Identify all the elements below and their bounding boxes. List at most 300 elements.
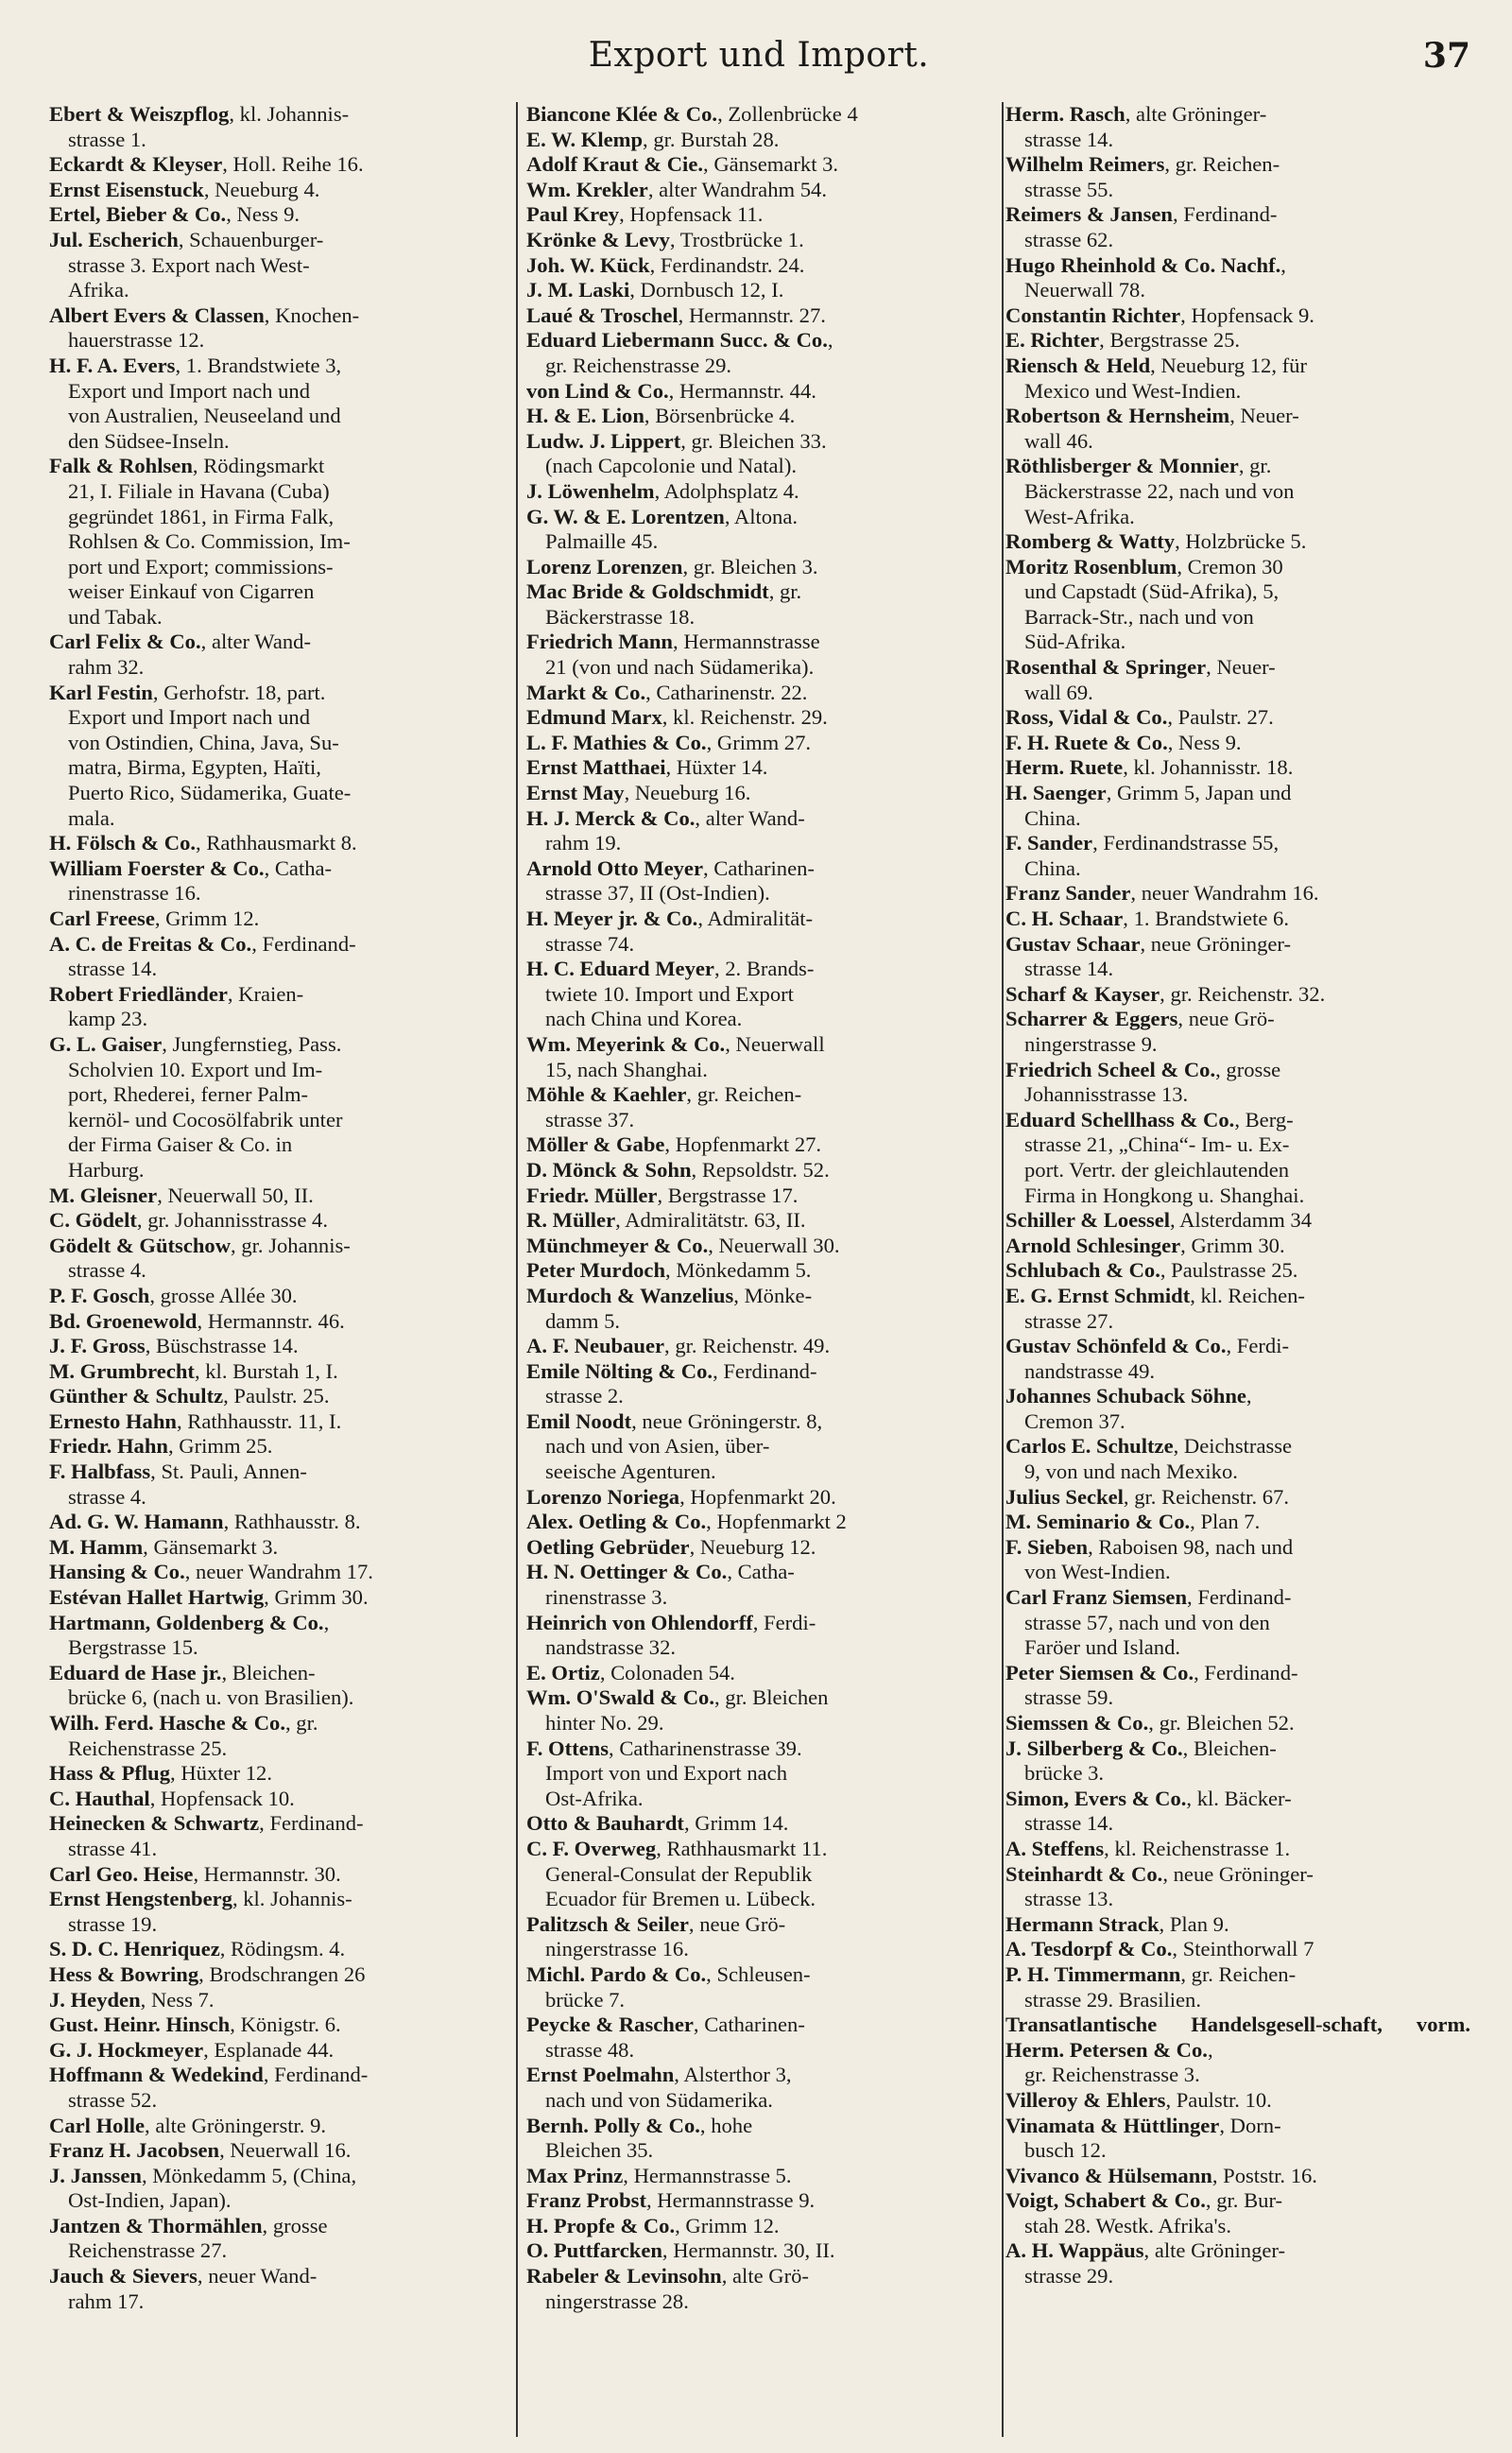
firm-name: E. Richter: [1005, 328, 1100, 353]
directory-entry: [49, 1434, 514, 1460]
firm-address: , Neuerwall 16.: [219, 2138, 352, 2163]
firm-address-continued: strasse 52.: [68, 2087, 158, 2112]
firm-address-continued: Süd-Afrika.: [1024, 630, 1126, 654]
directory-entry: [1005, 1234, 1470, 1259]
directory-entry: [1005, 655, 1470, 705]
firm-address: , Admiralitätstr. 63, II.: [615, 1208, 806, 1233]
firm-address-continued: port. Vertr. der gleichlautenden: [1024, 1157, 1290, 1182]
directory-entry: [49, 1510, 514, 1535]
firm-address: , Knochen-: [264, 302, 360, 327]
firm-name: Ad. G. W. Hamann: [49, 1510, 224, 1534]
firm-address-continued: nach und von Asien, über-: [545, 1434, 770, 1459]
firm-address: ,: [827, 328, 833, 353]
directory-entry: [49, 1208, 514, 1234]
directory-entry: [526, 1158, 993, 1183]
firm-address: , Hopfenmarkt 27.: [664, 1132, 822, 1157]
directory-entry: [526, 555, 993, 580]
column-right: [1005, 102, 1470, 2437]
firm-address-continued: ningerstrasse 16.: [545, 1937, 689, 1961]
firm-address-continued: twiete 10. Import und Export: [545, 981, 794, 1006]
firm-name: Ludw. J. Lippert: [526, 428, 681, 453]
directory-entry: [1005, 1058, 1470, 1108]
firm-address: , alte Gröninger-: [1125, 102, 1267, 126]
firm-address-continued: China.: [1024, 855, 1081, 880]
firm-address: , Colonaden 54.: [599, 1660, 735, 1684]
directory-entry: [49, 178, 514, 203]
firm-name: Transatlantische Handelsgesell-schaft, vorm. Herm. Petersen & Co.: [1005, 2012, 1470, 2062]
firm-name: Moritz Rosenblum: [1005, 554, 1177, 579]
firm-name: Hartmann, Goldenberg & Co.: [49, 1610, 324, 1634]
firm-address-continued: Bleichen 35.: [545, 2138, 654, 2163]
firm-name: von Lind & Co.: [526, 378, 669, 403]
directory-entry: [526, 681, 993, 706]
firm-address: , Ferdinand-: [713, 1358, 817, 1383]
firm-address: , Rödingsm. 4.: [219, 1937, 346, 1961]
firm-address: , gr.: [285, 1711, 318, 1735]
firm-address: , Catha-: [264, 855, 333, 880]
firm-address-continued: Bergstrasse 15.: [68, 1635, 198, 1660]
firm-address: , Esplanade 44.: [203, 2037, 335, 2062]
firm-address: , Grimm 5, Japan und: [1106, 781, 1292, 805]
firm-name: Albert Evers & Classen: [49, 302, 265, 327]
firm-address: , Ness 7.: [140, 1987, 215, 2012]
firm-address: , gr. Johannisstrasse 4.: [136, 1208, 328, 1233]
firm-address: , Schauenburger-: [178, 227, 324, 251]
directory-entry: [1005, 152, 1470, 202]
firm-address: , Bergstrasse 25.: [1099, 328, 1241, 353]
firm-address-continued: ningerstrasse 9.: [1024, 1031, 1158, 1056]
firm-name: Gust. Heinr. Hinsch: [49, 2012, 231, 2037]
firm-name: Franz Probst: [526, 2188, 646, 2213]
firm-name: Palitzsch & Seiler: [526, 1911, 689, 1936]
directory-entry: [49, 1887, 514, 1937]
firm-address-continued: Johannisstrasse 13.: [1024, 1082, 1189, 1107]
firm-address: , Dorn-: [1219, 2113, 1281, 2137]
directory-entry: [49, 982, 514, 1032]
firm-address: , Hopfensack 11.: [619, 202, 764, 227]
firm-address: , Alsterdamm 34: [1170, 1208, 1313, 1233]
firm-name: Hansing & Co.: [49, 1560, 185, 1584]
firm-address-continued: und Capstadt (Süd-Afrika), 5,: [1024, 579, 1280, 604]
firm-address-continued: Bäckerstrasse 18.: [545, 604, 696, 629]
firm-address: , Ferdinandstr. 24.: [649, 252, 805, 277]
firm-name: Gustav Schaar: [1005, 931, 1141, 956]
firm-address-continued: Scholvien 10. Export und Im-: [68, 1057, 323, 1081]
page-title: Export und Import.: [588, 36, 930, 75]
firm-address: , Ferdinand-: [251, 931, 356, 956]
directory-entry: [49, 1862, 514, 1888]
firm-address-continued: rahm 19.: [545, 831, 622, 855]
firm-name: P. F. Gosch: [49, 1283, 150, 1307]
directory-entry: [1005, 1962, 1470, 2012]
firm-address-continued: 15, nach Shanghai.: [545, 1057, 708, 1081]
firm-address: , neue Grö-: [688, 1911, 786, 1936]
firm-address: , neuer Wandrahm 16.: [1130, 881, 1319, 906]
firm-name: Ernst Eisenstuck: [49, 177, 204, 201]
firm-address-continued: mala.: [68, 805, 115, 830]
firm-address-continued: Reichenstrasse 25.: [68, 1736, 228, 1760]
firm-address: , Deichstrasse: [1173, 1434, 1293, 1459]
directory-entry: [49, 1284, 514, 1309]
firm-name: M. Seminario & Co.: [1005, 1510, 1191, 1534]
firm-name: Eckardt & Kleyser: [49, 152, 223, 177]
directory-entry: [526, 152, 993, 178]
directory-entry: [1005, 1787, 1470, 1837]
firm-name: A. C. de Freitas & Co.: [49, 931, 252, 956]
firm-name: C. F. Overweg: [526, 1836, 657, 1860]
directory-entry: [49, 102, 514, 152]
firm-address-continued: Ost-Indien, Japan).: [68, 2188, 232, 2213]
directory-entry: [1005, 1334, 1470, 1384]
directory-entry: [49, 1560, 514, 1585]
firm-name: Wm. Krekler: [526, 177, 648, 201]
firm-address: , kl. Reichenstr. 29.: [662, 705, 828, 730]
firm-name: Oetling Gebrüder: [526, 1534, 690, 1559]
firm-address-continued: strasse 59.: [1024, 1685, 1114, 1710]
directory-entry: [526, 479, 993, 505]
directory-entry: [526, 630, 993, 680]
directory-entry: [526, 2012, 993, 2063]
firm-address: , gr. Bleichen 52.: [1148, 1711, 1295, 1735]
firm-name: Wilhelm Reimers: [1005, 152, 1165, 177]
firm-name: H. & E. Lion: [526, 404, 644, 428]
firm-name: S. D. C. Henriquez: [49, 1937, 220, 1961]
firm-address: , Adolphsplatz 4.: [654, 478, 799, 503]
firm-address: , alte Gröninger-: [1143, 2238, 1286, 2263]
directory-columns: [49, 102, 1470, 2437]
firm-name: Simon, Evers & Co.: [1005, 1786, 1187, 1810]
firm-address: , kl. Reichen-: [1190, 1283, 1305, 1307]
firm-address-continued: Neuerwall 78.: [1024, 278, 1145, 302]
directory-entry: [1005, 1585, 1470, 1661]
firm-address-continued: Bäckerstrasse 22, nach und von: [1024, 478, 1295, 503]
firm-name: Arnold Schlesinger: [1005, 1233, 1181, 1257]
firm-address: , Hermannstr. 30, II.: [662, 2238, 835, 2263]
firm-name: Wilh. Ferd. Hasche & Co.: [49, 1711, 285, 1735]
directory-entry: [1005, 1284, 1470, 1334]
firm-name: Hess & Bowring: [49, 1961, 199, 1986]
firm-name: Schiller & Loessel: [1005, 1208, 1171, 1233]
firm-name: Jul. Escherich: [49, 227, 179, 251]
firm-address: , Dornbusch 12, I.: [629, 278, 784, 302]
firm-name: Ernst May: [526, 781, 625, 805]
firm-address: , kl. Reichenstrasse 1.: [1104, 1836, 1291, 1860]
firm-name: M. Hamm: [49, 1534, 144, 1559]
directory-entry: [49, 1309, 514, 1335]
firm-name: Krönke & Levy: [526, 227, 670, 251]
firm-address: , Ferdinand-: [259, 1811, 364, 1836]
firm-address: , Büschstrasse 14.: [145, 1334, 299, 1358]
firm-address: ,: [1207, 2037, 1213, 2062]
firm-address: , Holl. Reihe 16.: [222, 152, 364, 177]
directory-entry: [49, 2012, 514, 2038]
firm-address: , Alsterthor 3,: [674, 2063, 792, 2087]
directory-entry: [526, 2063, 993, 2113]
firm-name: Friedr. Müller: [526, 1183, 658, 1207]
firm-address: , Plan 9.: [1159, 1911, 1229, 1936]
firm-address: , Cremon 30: [1177, 554, 1283, 579]
directory-entry: [1005, 404, 1470, 454]
firm-address-continued: kamp 23.: [68, 1007, 148, 1031]
firm-address: , Catharinenstr. 22.: [645, 680, 808, 704]
directory-entry: [526, 1032, 993, 1082]
directory-entry: [49, 1787, 514, 1812]
directory-entry: [526, 1208, 993, 1234]
firm-address-continued: strasse 19.: [68, 1911, 158, 1936]
directory-entry: [526, 1510, 993, 1535]
firm-name: F. Ottens: [526, 1736, 610, 1760]
firm-address-continued: gr. Reichenstrasse 3.: [1024, 2063, 1200, 2087]
firm-name: Reimers & Jansen: [1005, 202, 1173, 227]
directory-entry: [49, 152, 514, 178]
firm-address-continued: port und Export; commissions-: [68, 554, 334, 579]
firm-address-continued: strasse 27.: [1024, 1308, 1114, 1333]
firm-address: , neue Gröninger-: [1162, 1861, 1314, 1886]
firm-address-continued: stah 28. Westk. Afrika's.: [1024, 2213, 1231, 2237]
directory-entry: [526, 505, 993, 555]
firm-address: , gr. Reichenstr. 49.: [664, 1334, 831, 1358]
firm-address-continued: strasse 4.: [68, 1258, 146, 1283]
firm-address: , Catharinenstrasse 39.: [609, 1736, 802, 1760]
firm-address: , Bleichen-: [1182, 1736, 1277, 1760]
directory-entry: [526, 1611, 993, 1661]
firm-address: , kl. Johannisstr. 18.: [1123, 755, 1294, 780]
firm-address: , kl. Johannis-: [229, 102, 350, 126]
directory-entry: [49, 1535, 514, 1561]
firm-name: Michl. Pardo & Co.: [526, 1961, 707, 1986]
firm-name: Heinecken & Schwartz: [49, 1811, 260, 1836]
firm-address-continued: der Firma Gaiser & Co. in: [68, 1132, 293, 1157]
directory-entry: [526, 1132, 993, 1158]
firm-address: , Gänsemarkt 3.: [143, 1534, 279, 1559]
firm-address-continued: Harburg.: [68, 1157, 145, 1182]
firm-name: Heinrich von Ohlendorff: [526, 1610, 753, 1634]
firm-name: Schlubach & Co.: [1005, 1258, 1160, 1283]
directory-entry: [49, 1234, 514, 1284]
firm-name: A. F. Neubauer: [526, 1334, 665, 1358]
firm-name: Ross, Vidal & Co.: [1005, 705, 1168, 730]
firm-address: , gr. Reichen-: [686, 1082, 802, 1107]
firm-name: Otto & Bauhardt: [526, 1811, 684, 1836]
firm-name: William Foerster & Co.: [49, 855, 265, 880]
firm-address: , grosse Allée 30.: [149, 1283, 298, 1307]
firm-address: , Hermannstr. 44.: [668, 378, 816, 403]
firm-address: , Königstr. 6.: [230, 2012, 341, 2037]
directory-entry: [1005, 1434, 1470, 1484]
firm-address: , Plan 7.: [1190, 1510, 1261, 1534]
firm-address-continued: West-Afrika.: [1024, 504, 1135, 528]
directory-entry: [1005, 907, 1470, 932]
firm-name: Julius Seckel: [1005, 1484, 1124, 1509]
firm-address: , Hüxter 12.: [170, 1761, 272, 1786]
firm-name: H. Propfe & Co.: [526, 2213, 676, 2237]
directory-entry: [526, 1284, 993, 1334]
directory-entry: [1005, 328, 1470, 354]
firm-address-continued: Cremon 37.: [1024, 1408, 1125, 1433]
directory-entry: [1005, 2114, 1470, 2164]
firm-address-continued: strasse 14.: [1024, 1811, 1114, 1836]
directory-entry: [1005, 2188, 1470, 2238]
directory-entry: [49, 1409, 514, 1435]
directory-entry: [49, 1761, 514, 1787]
firm-name: F. Sander: [1005, 831, 1093, 855]
directory-entry: [49, 1032, 514, 1183]
firm-address: , Berg-: [1234, 1107, 1294, 1131]
firm-address-continued: strasse 48.: [545, 2037, 635, 2062]
firm-address-continued: General-Consulat der Republik: [545, 1861, 813, 1886]
firm-address-continued: rahm 32.: [68, 655, 145, 680]
firm-address: , Paulstr. 25.: [223, 1384, 330, 1408]
firm-name: Ernst Poelmahn: [526, 2063, 675, 2087]
firm-address-continued: strasse 55.: [1024, 177, 1114, 201]
directory-entry: [1005, 1208, 1470, 1234]
firm-name: J. Löwenhelm: [526, 478, 655, 503]
firm-address-continued: wall 46.: [1024, 428, 1093, 453]
firm-address: , Bergstrasse 17.: [657, 1183, 799, 1207]
firm-name: Steinhardt & Co.: [1005, 1861, 1163, 1886]
firm-address-continued: strasse 37, II (Ost-Indien).: [545, 881, 770, 906]
directory-entry: [49, 1460, 514, 1510]
firm-address-continued: strasse 21, „China“- Im- u. Ex-: [1024, 1132, 1290, 1157]
directory-entry: [526, 781, 993, 806]
directory-entry: [526, 228, 993, 253]
firm-name: J. F. Gross: [49, 1334, 146, 1358]
directory-entry: [526, 1736, 993, 1812]
firm-name: Scharf & Kayser: [1005, 981, 1160, 1006]
firm-address: , Neueburg 16.: [624, 781, 751, 805]
directory-entry: [1005, 881, 1470, 907]
firm-address: , Hermannstr. 46.: [197, 1308, 345, 1333]
firm-address: , Hopfenmarkt 20.: [679, 1484, 836, 1509]
firm-address-continued: von Ostindien, China, Java, Su-: [68, 730, 339, 754]
firm-name: M. Grumbrecht: [49, 1358, 195, 1383]
firm-address: , Bleichen-: [221, 1660, 316, 1684]
firm-address: , gr.: [1238, 454, 1272, 478]
firm-name: Emil Noodt: [526, 1408, 632, 1433]
firm-address-continued: strasse 4.: [68, 1484, 146, 1509]
directory-entry: [526, 2164, 993, 2189]
firm-address-continued: strasse 1.: [68, 127, 146, 151]
directory-entry: [526, 957, 993, 1032]
firm-address: , grosse: [262, 2213, 328, 2237]
firm-address: , neuer Wand-: [197, 2264, 318, 2289]
firm-address: , Hüxter 14.: [665, 755, 768, 780]
firm-address: , Gerhofstr. 18, part.: [152, 680, 326, 704]
firm-name: Friedr. Hahn: [49, 1434, 168, 1459]
firm-address-continued: strasse 14.: [1024, 127, 1114, 151]
firm-name: Biancone Klée & Co.: [526, 102, 718, 126]
firm-address-continued: Export und Import nach und: [68, 705, 311, 730]
firm-name: Wm. O'Swald & Co.: [526, 1685, 714, 1710]
firm-address-continued: strasse 57, nach und von den: [1024, 1610, 1270, 1634]
firm-name: Mac Bride & Goldschmidt: [526, 579, 769, 604]
firm-name: Laué & Troschel: [526, 302, 679, 327]
firm-address: , Neuerwall 50, II.: [157, 1183, 314, 1207]
firm-address-continued: strasse 2.: [545, 1384, 624, 1408]
firm-name: Carl Freese: [49, 907, 155, 930]
directory-entry: [49, 202, 514, 228]
firm-name: Hugo Rheinhold & Co. Nachf.: [1005, 252, 1281, 277]
firm-address: , Rathhausmarkt 8.: [196, 831, 357, 855]
directory-entry: [526, 731, 993, 756]
firm-address: , kl. Johannis-: [232, 1887, 352, 1911]
firm-address-continued: Export und Import nach und: [68, 378, 311, 403]
firm-address-continued: Reichenstrasse 27.: [68, 2238, 228, 2263]
firm-name: Ernst Hengstenberg: [49, 1887, 232, 1911]
firm-name: M. Gleisner: [49, 1183, 158, 1207]
directory-entry: [49, 1359, 514, 1385]
firm-address: , Paulstr. 27.: [1167, 705, 1274, 730]
firm-name: Ernesto Hahn: [49, 1408, 177, 1433]
firm-name: Joh. W. Kück: [526, 252, 650, 277]
firm-address-continued: nandstrasse 32.: [545, 1635, 677, 1660]
firm-address-continued: strasse 14.: [1024, 957, 1114, 981]
firm-name: Alex. Oetling & Co.: [526, 1510, 707, 1534]
directory-entry: [526, 178, 993, 203]
firm-address: , Ferdinand-: [263, 2063, 369, 2087]
firm-address: , gr. Bleichen 3.: [682, 554, 818, 579]
directory-entry: [1005, 1711, 1470, 1736]
directory-entry: [526, 1082, 993, 1132]
directory-entry: [526, 429, 993, 479]
firm-name: Lorenz Lorenzen: [526, 554, 683, 579]
firm-address: , Hopfensack 10.: [149, 1786, 295, 1810]
firm-address: , Ferdinand-: [1172, 202, 1278, 227]
firm-name: Bernh. Polly & Co.: [526, 2113, 700, 2137]
directory-entry: [49, 907, 514, 932]
firm-address: , alter Wand-: [200, 630, 311, 654]
firm-address: , Catharinen-: [693, 2012, 805, 2037]
firm-address: , grosse: [1215, 1057, 1281, 1081]
directory-entry: [526, 202, 993, 228]
firm-address-continued: gegründet 1861, in Firma Falk,: [68, 504, 335, 528]
directory-entry: [1005, 303, 1470, 329]
firm-address: , Neuer-: [1206, 655, 1276, 680]
firm-name: Johannes Schuback Söhne: [1005, 1384, 1246, 1408]
page-header: [38, 36, 1480, 93]
firm-name: Bd. Groenewold: [49, 1308, 198, 1333]
firm-name: Carl Geo. Heise: [49, 1861, 194, 1886]
firm-address: ,: [323, 1610, 330, 1634]
firm-name: Möller & Gabe: [526, 1132, 665, 1157]
directory-entry: [49, 932, 514, 982]
directory-entry: [1005, 102, 1470, 152]
firm-address: , 1. Brandstwiete 6.: [1123, 907, 1289, 930]
firm-address: , Grimm 12.: [154, 907, 260, 930]
directory-entry: [49, 681, 514, 832]
firm-address-continued: strasse 13.: [1024, 1887, 1114, 1911]
firm-name: A. H. Wappäus: [1005, 2238, 1144, 2263]
firm-name: Carl Holle: [49, 2113, 146, 2137]
firm-name: C. Hauthal: [49, 1786, 150, 1810]
directory-entry: [526, 1811, 993, 1837]
firm-address: , Ferdi-: [752, 1610, 816, 1634]
firm-name: Günther & Schultz: [49, 1384, 224, 1408]
directory-entry: [49, 354, 514, 454]
directory-entry: [526, 1837, 993, 1912]
firm-name: H. C. Eduard Meyer: [526, 957, 714, 981]
firm-address: , Börsenbrücke 4.: [644, 404, 796, 428]
firm-address-continued: brücke 7.: [545, 1987, 626, 2012]
firm-address: , 2. Brands-: [713, 957, 815, 981]
firm-name: Vinamata & Hüttlinger: [1005, 2113, 1220, 2137]
directory-entry: [49, 831, 514, 856]
directory-entry: [49, 1937, 514, 1962]
firm-address: , neue Gröninger-: [1140, 931, 1292, 956]
directory-entry: [49, 1384, 514, 1409]
firm-address-continued: gr. Reichenstrasse 29.: [545, 353, 732, 377]
firm-address: , Mönke-: [733, 1283, 813, 1307]
